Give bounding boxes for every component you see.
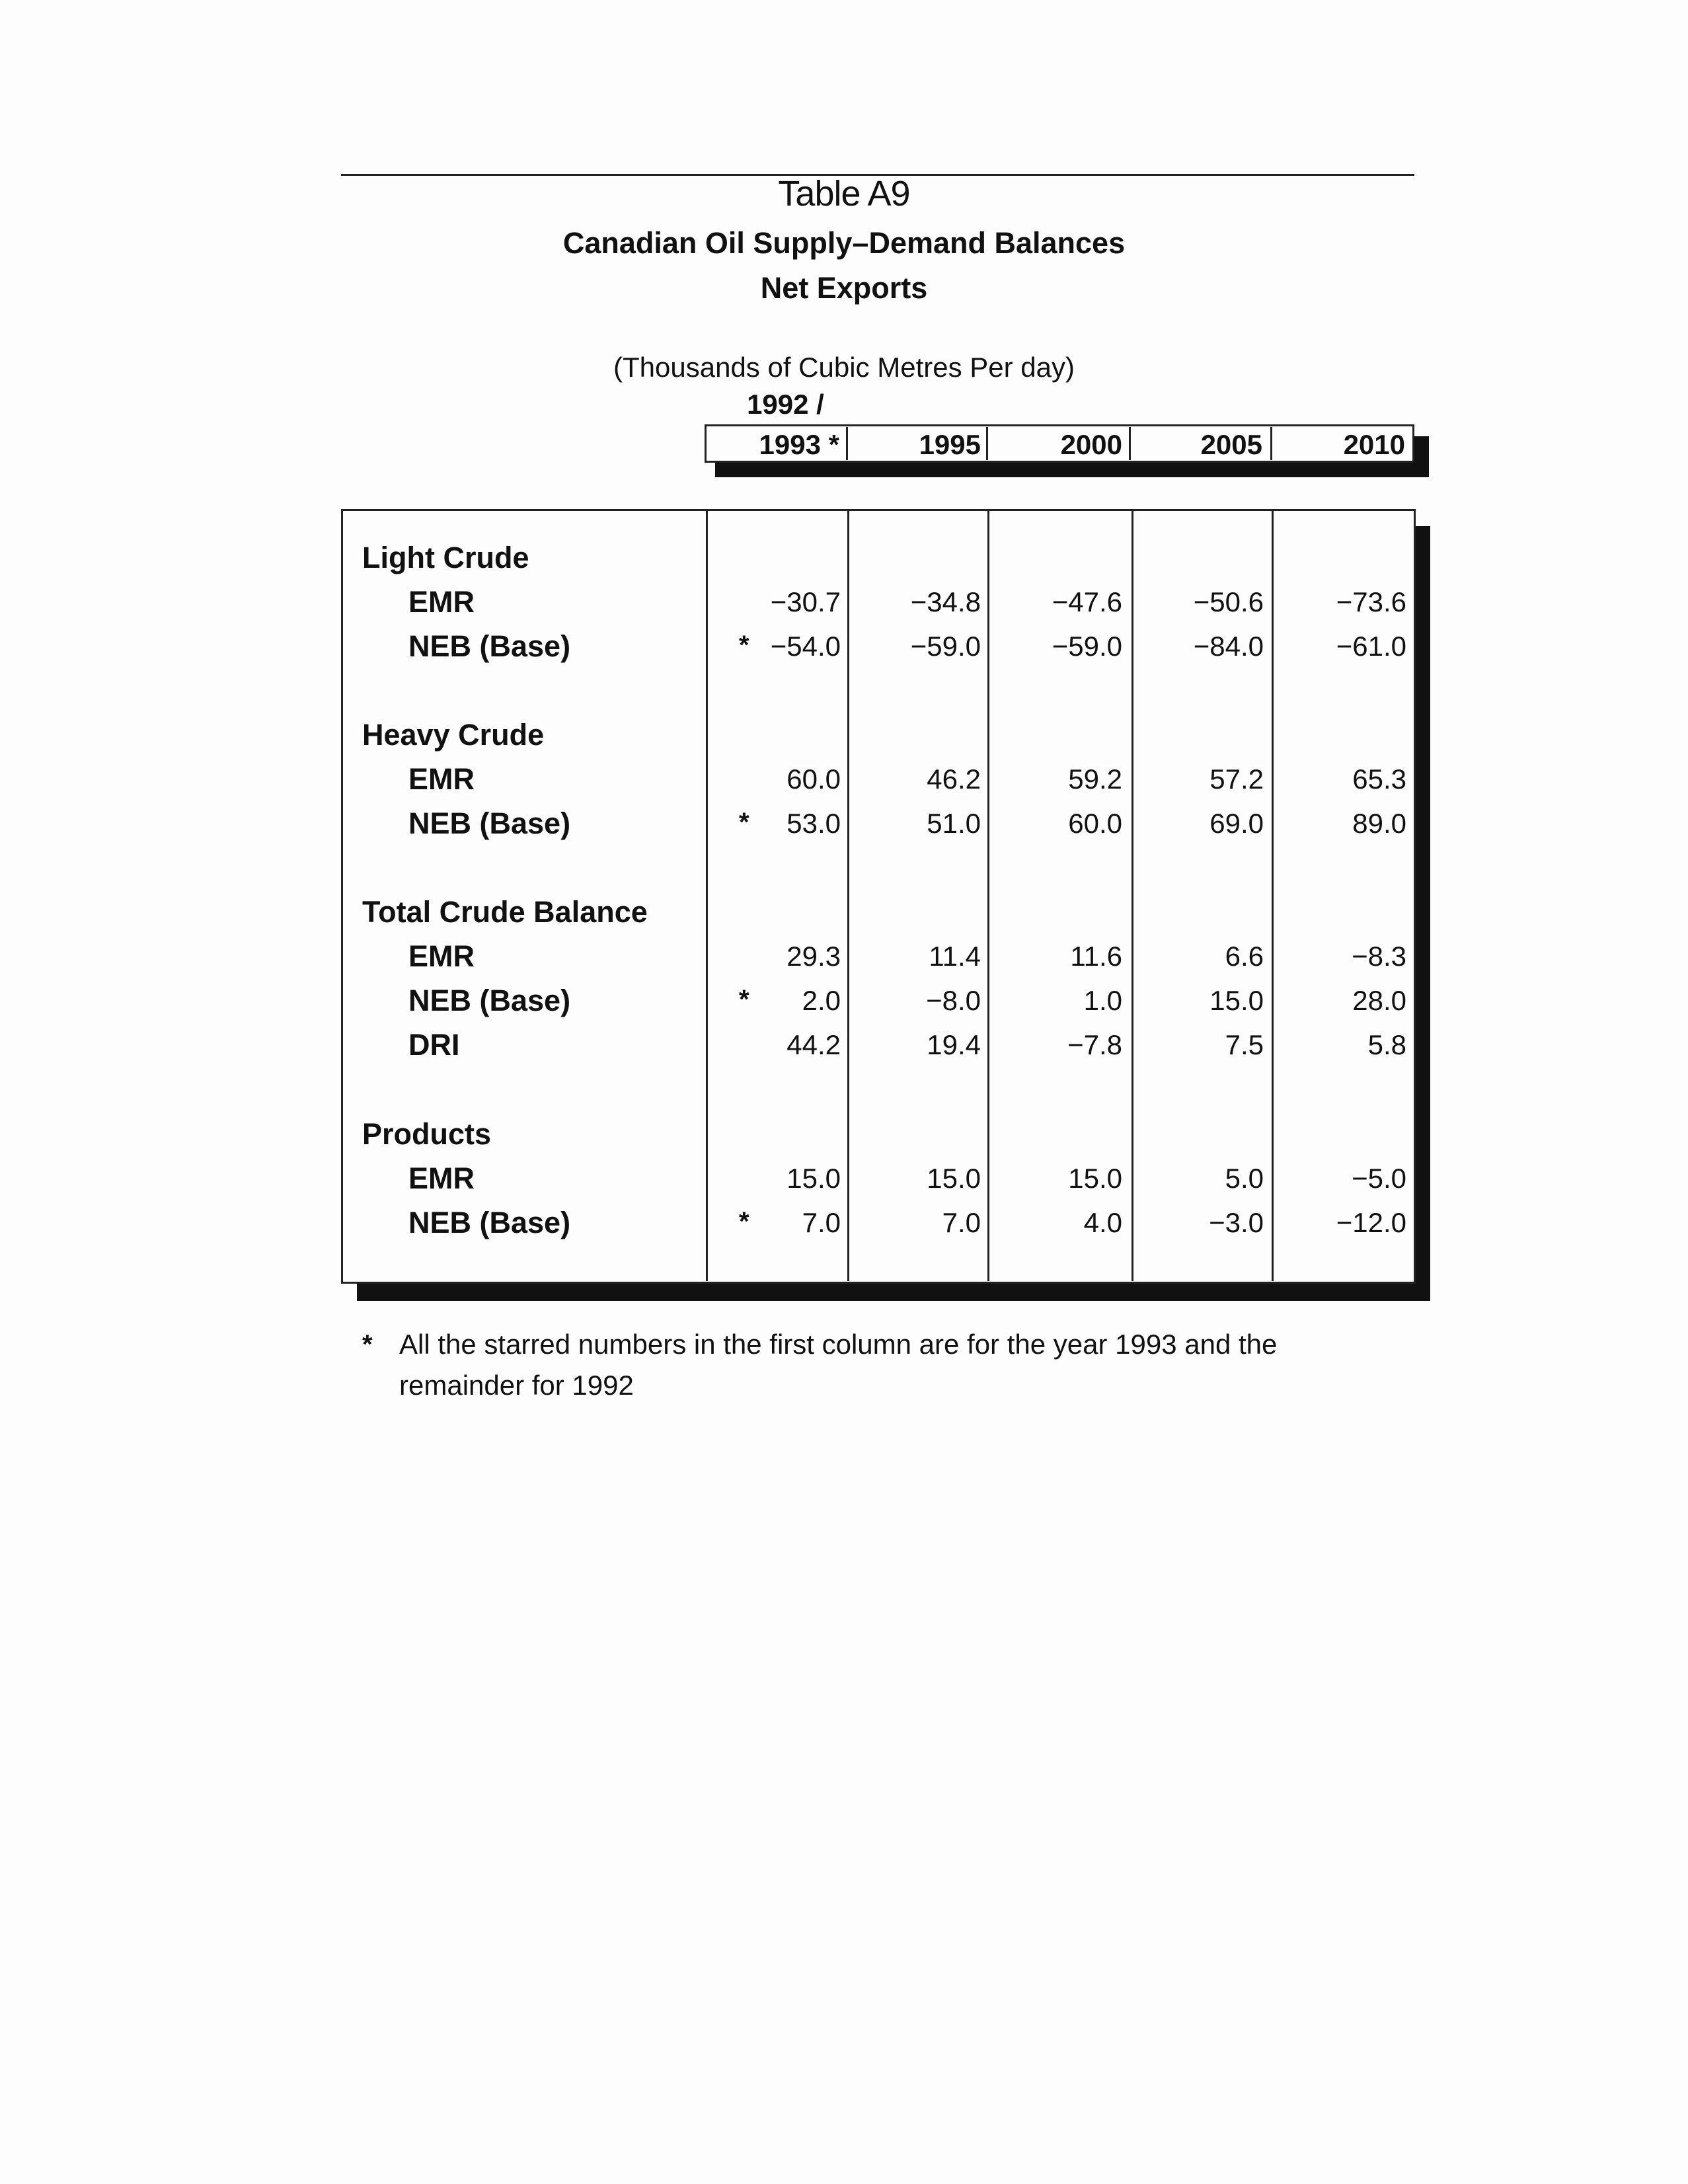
group-label: Light Crude (362, 541, 529, 574)
table-subtitle: Canadian Oil Supply–Demand Balances (562, 226, 1126, 260)
column-divider (1272, 510, 1274, 1281)
table-cell: −8.0 (926, 985, 981, 1016)
row-label: EMR (408, 762, 475, 796)
header-divider (986, 427, 988, 460)
table-cell: −61.0 (1336, 631, 1406, 662)
column-divider (1132, 510, 1133, 1281)
table-cell: 5.0 (1225, 1163, 1264, 1194)
group-label: Total Crude Balance (362, 895, 648, 929)
column-header-4: 2010 (1343, 429, 1405, 460)
table-cell: 7.0 (942, 1207, 981, 1238)
table-cell: 2.0 (802, 985, 841, 1016)
table-cell: 44.2 (786, 1029, 841, 1060)
column-divider (706, 510, 708, 1281)
column-divider (847, 510, 849, 1281)
column-header-2: 2000 (1060, 429, 1122, 460)
row-label: EMR (408, 1161, 475, 1195)
table-cell: −12.0 (1336, 1207, 1406, 1238)
table-cell: 28.0 (1352, 985, 1406, 1016)
table-cell: 15.0 (927, 1163, 981, 1194)
header-divider (846, 427, 848, 460)
table-cell: 60.0 (1068, 808, 1122, 839)
column-header-0: 1993 * (759, 429, 839, 460)
footnote-star: * (362, 1330, 373, 1359)
table-cell: −8.3 (1352, 941, 1406, 972)
table-cell: −73.6 (1336, 586, 1406, 617)
table-cell: −59.0 (1052, 631, 1122, 662)
table-cell: −3.0 (1209, 1207, 1264, 1238)
star-marker: * (739, 808, 749, 837)
table-cell: −59.0 (910, 631, 981, 662)
footnote-text-line1: All the starred numbers in the first column are for the year 1993 and the (399, 1329, 1278, 1360)
column-header-3: 2005 (1200, 429, 1262, 460)
table-cell: −30.7 (770, 586, 841, 617)
row-label: NEB (Base) (408, 806, 571, 840)
table-cell: 1.0 (1083, 985, 1122, 1016)
table-cell: 53.0 (786, 808, 841, 839)
table-cell: 69.0 (1209, 808, 1264, 839)
group-label: Heavy Crude (362, 718, 545, 752)
table-cell: 60.0 (786, 763, 841, 795)
table-cell: −7.8 (1067, 1029, 1122, 1060)
table-cell: 11.4 (929, 941, 981, 972)
star-marker: * (739, 1207, 749, 1236)
star-marker: * (739, 631, 749, 660)
column-header-year-prefix: 1992 / (747, 389, 824, 420)
table-cell: 15.0 (786, 1163, 841, 1194)
table-cell: −84.0 (1193, 631, 1264, 662)
row-label: DRI (408, 1028, 460, 1062)
table-cell: 51.0 (927, 808, 981, 839)
row-label: NEB (Base) (408, 1206, 571, 1239)
table-subtitle-net-exports: Net Exports (760, 271, 928, 305)
header-divider (1270, 427, 1272, 460)
row-label: NEB (Base) (408, 984, 571, 1017)
table-cell: 4.0 (1083, 1207, 1122, 1238)
table-cell: 7.5 (1225, 1029, 1264, 1060)
table-cell: −34.8 (910, 586, 981, 617)
row-label: EMR (408, 939, 475, 973)
table-cell: −47.6 (1052, 586, 1122, 617)
table-cell: −50.6 (1193, 586, 1264, 617)
table-cell: 15.0 (1068, 1163, 1122, 1194)
table-title: Table A9 (778, 174, 910, 214)
group-label: Products (362, 1117, 492, 1151)
column-divider (987, 510, 989, 1281)
footnote-text-line2: remainder for 1992 (399, 1370, 634, 1401)
star-marker: * (739, 985, 749, 1014)
table-cell: 7.0 (802, 1207, 841, 1238)
column-header-1: 1995 (919, 429, 981, 460)
units-label: (Thousands of Cubic Metres Per day) (613, 352, 1075, 383)
row-label: EMR (408, 585, 475, 619)
table-cell: −54.0 (770, 631, 841, 662)
table-cell: 59.2 (1068, 763, 1122, 795)
table-cell: 57.2 (1209, 763, 1264, 795)
table-cell: −5.0 (1352, 1163, 1406, 1194)
table-cell: 65.3 (1352, 763, 1406, 795)
row-label: NEB (Base) (408, 629, 571, 663)
table-cell: 29.3 (786, 941, 841, 972)
table-cell: 11.6 (1070, 941, 1122, 972)
table-cell: 15.0 (1209, 985, 1264, 1016)
header-divider (1129, 427, 1131, 460)
table-cell: 6.6 (1225, 941, 1264, 972)
table-cell: 5.8 (1367, 1029, 1406, 1060)
table-cell: 19.4 (927, 1029, 981, 1060)
table-cell: 89.0 (1352, 808, 1406, 839)
table-cell: 46.2 (927, 763, 981, 795)
